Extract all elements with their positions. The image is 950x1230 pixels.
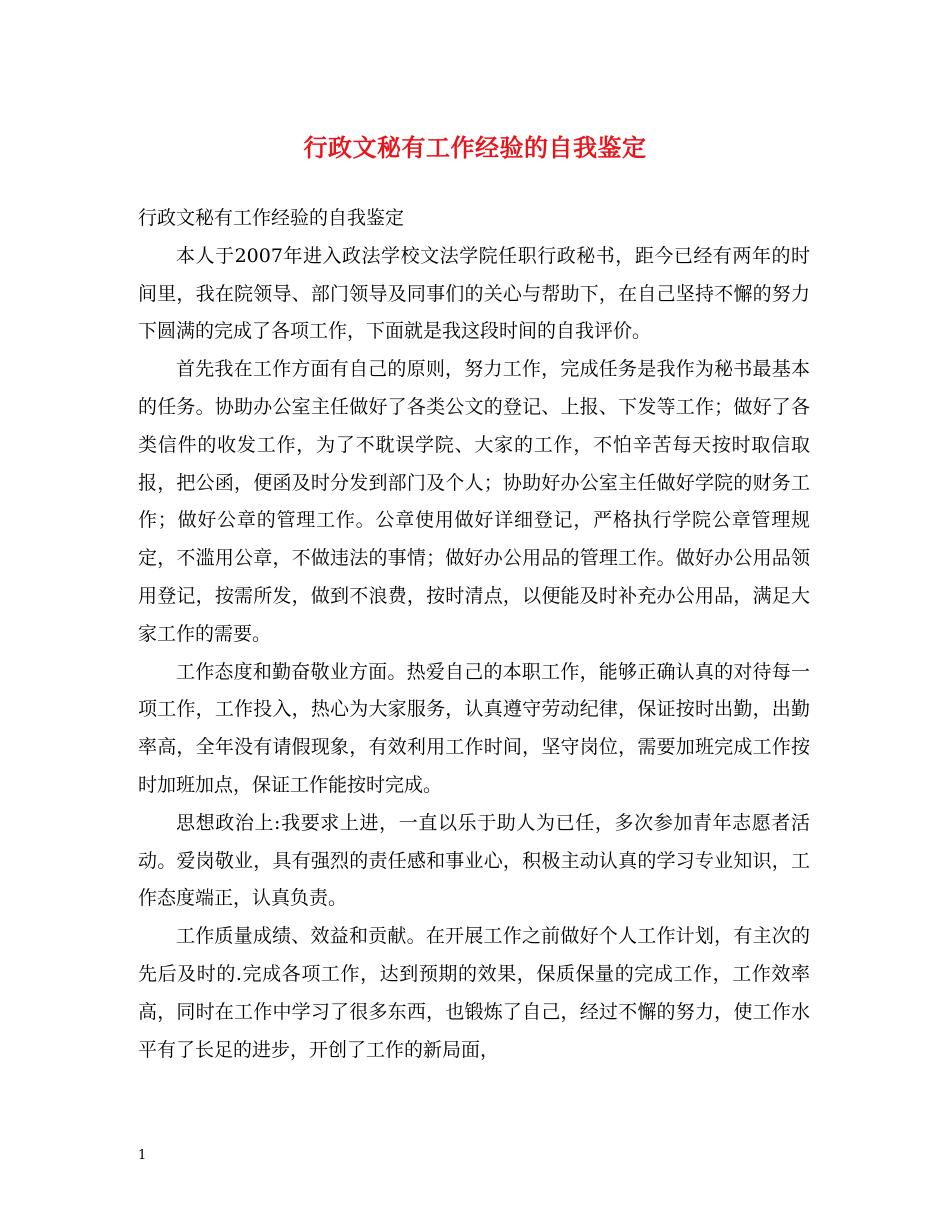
document-title: 行政文秘有工作经验的自我鉴定 <box>303 133 647 162</box>
paragraph-political-thought: 思想政治上:我要求上进，一直以乐于助人为已任，多次参加青年志愿者活动。爱岗敬业，具有强烈的责任感和事业心，积极主动认真的学习专业知识，工作态度端正，认真负责。 <box>138 811 810 910</box>
paragraph-work-quality: 工作质量成绩、效益和贡献。在开展工作之前做好个人工作计划，有主次的先后及时的.完成各项工作，达到预期的效果，保质保量的完成工作，工作效率高，同时在工作中学习了很多东西，也锻炼了自己，经过不懈的努力，使工作水平有了长足的进步，开创了工作的新局面， <box>138 925 810 1061</box>
page-number: 1 <box>138 1148 147 1163</box>
paragraph-work-attitude: 工作态度和勤奋敬业方面。热爱自己的本职工作，能够正确认真的对待每一项工作，工作投入，热心为大家服务，认真遵守劳动纪律，保证按时出勤，出勤率高，全年没有请假现象，有效利用工作时间，坚守岗位，需要加班完成工作按时加班加点，保证工作能按时完成。 <box>138 660 810 796</box>
document-subtitle: 行政文秘有工作经验的自我鉴定 <box>138 207 405 229</box>
document-body <box>138 200 810 1069</box>
paragraph-intro: 本人于2007年进入政法学校文法学院任职行政秘书，距今已经有两年的时间里，我在院领导、部门领导及同事们的关心与帮助下，在自己坚持不懈的努力下圆满的完成了各项工作，下面就是我这段时间的自我评价。 <box>138 244 810 343</box>
paragraph-work-principles: 首先我在工作方面有自己的原则，努力工作，完成任务是我作为秘书最基本的任务。协助办公室主任做好了各类公文的登记、上报、下发等工作；做好了各类信件的收发工作，为了不耽误学院、大家的工作，不怕辛苦每天按时取信取报，把公函，便函及时分发到部门及个人；协助好办公室主任做好学院的财务工作；做好公章的管理工作。公章使用做好详细登记，严格执行学院公章管理规定，不滥用公章，不做违法的事情；做好办公用品的管理工作。做好办公用品领用登记，按需所发，做到不浪费，按时清点，以便能及时补充办公用品，满足大家工作的需要。 <box>138 358 810 645</box>
